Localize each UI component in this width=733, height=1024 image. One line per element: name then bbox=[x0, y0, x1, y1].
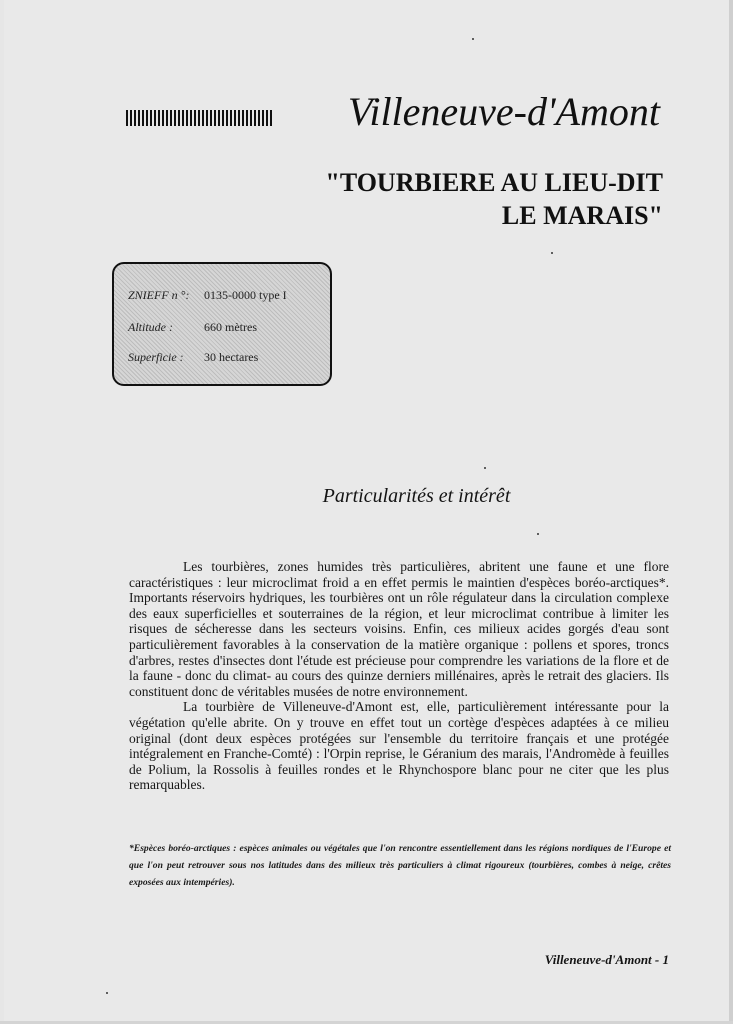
info-label: Superficie : bbox=[128, 350, 184, 364]
page-footer: Villeneuve-d'Amont - 1 bbox=[544, 952, 669, 967]
site-title-line1: "TOURBIERE AU LIEU-DIT bbox=[325, 168, 663, 197]
info-value: 0135-0000 type I bbox=[204, 288, 287, 302]
info-value: 660 mètres bbox=[204, 320, 257, 334]
paragraph: Les tourbières, zones humides très particulières, abritent une faune et une flore caractéristiques : leur microclimat froid a en effet permis le maintien d'espèces boréo-arctiques*. Importants réservoirs hydriques, les tourbières ont un rôle régulateur dans la circulation complexe des eaux superficielles et souterraines de la région, et leur microclimat contribue à limiter les risques de sécheresse dans les secteurs voisins. Enfin, ces milieux acides gorgés d'eau sont particulièrement favorables à la conservation de la matière organique : pollens et spores, troncs d'arbres, restes d'insectes dont l'étude est précieuse pour comprendre les variations de la flore et de la faune - donc du climat- au cours des quinze derniers millénaires, après le retrait des glaciers. Ils constituent donc de véritables musées de notre environnement. bbox=[129, 559, 669, 699]
body-text bbox=[129, 559, 669, 793]
scan-speck bbox=[472, 38, 474, 40]
page-header bbox=[120, 86, 662, 142]
commune-name: Villeneuve-d'Amont bbox=[347, 89, 660, 134]
scan-speck bbox=[537, 533, 539, 535]
footnote: *Espèces boréo-arctiques : espèces animales ou végétales que l'on rencontre essentiellement dans les régions nordiques de l'Europe et que l'on peut retrouver sous nos latitudes dans des milieux très particuliers à climat rigoureux (tourbières, combes à neige, crêtes exposées aux intempéries). bbox=[129, 843, 671, 888]
info-row-altitude bbox=[128, 320, 257, 336]
site-title bbox=[143, 166, 663, 232]
info-row-superficie bbox=[128, 350, 258, 366]
scan-speck bbox=[106, 992, 108, 994]
scan-speck bbox=[551, 252, 553, 254]
paragraph: La tourbière de Villeneuve-d'Amont est, elle, particulièrement intéressante pour la végétation qu'elle abrite. On y trouve en effet tout un cortège d'espèces adaptées à ce milieu original (dont deux espèces protégées sur l'ensemble du territoire français et une protégée intégralement en Franche-Comté) : l'Orpin reprise, le Géranium des marais, l'Andromède à feuilles de Polium, la Rossolis à feuilles rondes et le Rhynchospore blanc pour ne citer que les plus remarquables. bbox=[129, 699, 669, 793]
info-label: Altitude : bbox=[128, 320, 173, 334]
znieff-info-box bbox=[112, 262, 332, 386]
barcode-decoration bbox=[126, 110, 274, 126]
info-label: ZNIEFF n °: bbox=[128, 288, 190, 302]
info-row-znieff bbox=[128, 288, 287, 304]
info-value: 30 hectares bbox=[204, 350, 259, 364]
scan-speck bbox=[484, 467, 486, 469]
page-edge bbox=[729, 0, 733, 1024]
site-title-line2: LE MARAIS" bbox=[501, 201, 663, 230]
section-title: Particularités et intérêt bbox=[322, 485, 511, 507]
